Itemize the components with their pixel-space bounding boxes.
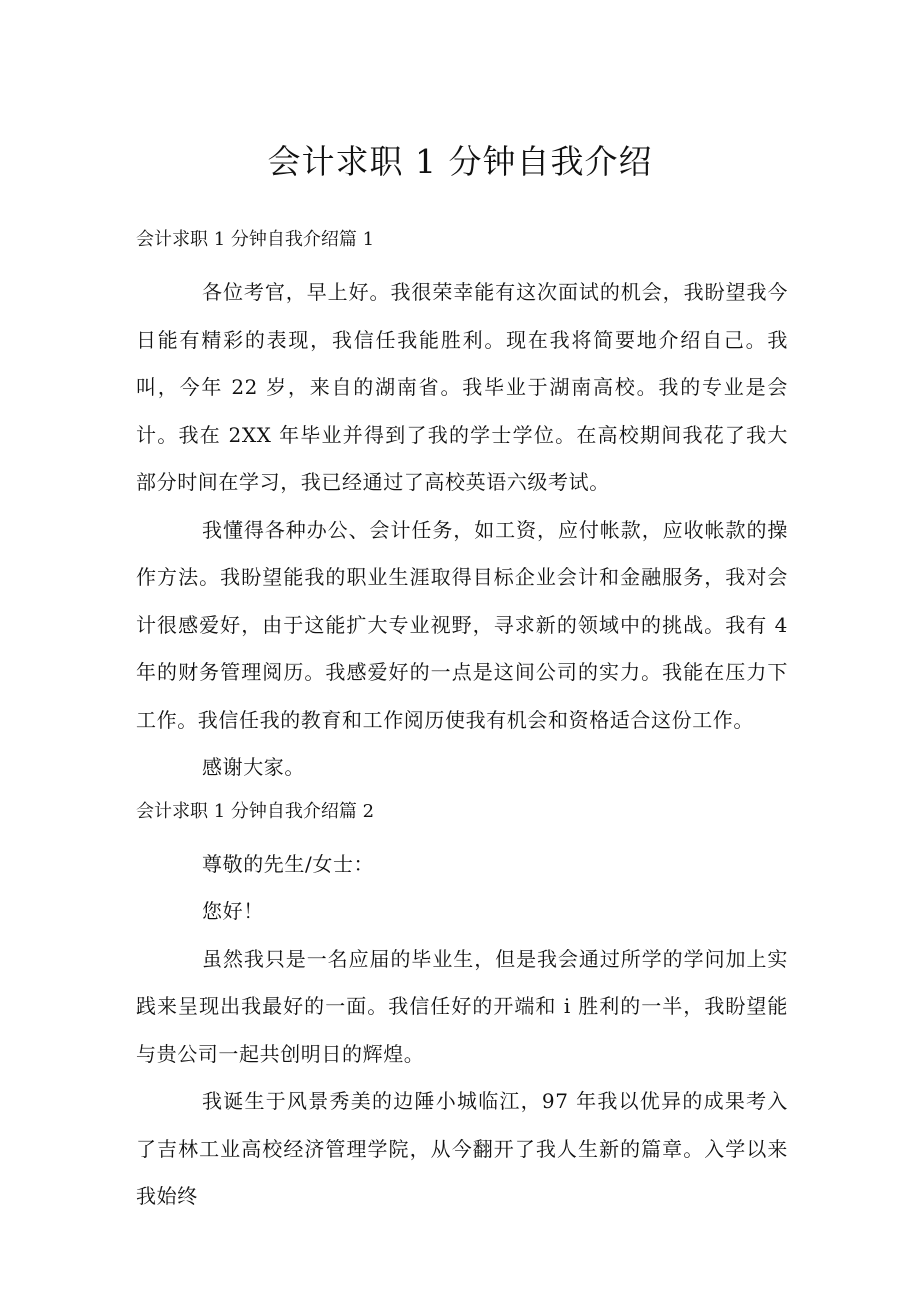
paragraph: 我懂得各种办公、会计任务，如工资，应付帐款，应收帐款的操作方法。我盼望能我的职业生涯取得目标企业会计和金融服务，我对会计很感爱好，由于这能扩大专业视野，寻求新的领域中的挑战。我有 4 年的财务管理阅历。我感爱好的一点是这间公司的实力。我能在压力下工作。我信任我的教育和工作阅历使我有机会和资格适合这份工作。 bbox=[136, 517, 788, 732]
paragraph: 感谢大家。 bbox=[202, 755, 305, 779]
paragraph: 虽然我只是一名应届的毕业生，但是我会通过所学的学问加上实践来呈现出我最好的一面。我信任好的开端和 i 胜利的一半，我盼望能与贵公司一起共创明日的辉煌。 bbox=[136, 946, 788, 1066]
greeting: 您好！ bbox=[202, 899, 264, 923]
document-body bbox=[136, 222, 788, 1221]
document-title: 会计求职 1 分钟自我介绍 bbox=[267, 142, 653, 181]
section-heading-2: 会计求职 1 分钟自我介绍篇 2 bbox=[136, 800, 375, 822]
section-heading-1: 会计求职 1 分钟自我介绍篇 1 bbox=[136, 229, 375, 250]
paragraph: 我诞生于风景秀美的边陲小城临江，97 年我以优异的成果考入了吉林工业高校经济管理学院，从今翻开了我人生新的篇章。入学以来我始终 bbox=[136, 1089, 788, 1208]
salutation: 尊敬的先生/女士： bbox=[202, 851, 375, 876]
paragraph: 各位考官，早上好。我很荣幸能有这次面试的机会，我盼望我今日能有精彩的表现，我信任我能胜利。现在我将简要地介绍自己。我叫，今年 22 岁，来自的湖南省。我毕业于湖南高校。我的专业是会计。我在 2XX 年毕业并得到了我的学士学位。在高校期间我花了我大部分时间在学习，我已经通过了高校英语六级考试。 bbox=[136, 280, 788, 494]
